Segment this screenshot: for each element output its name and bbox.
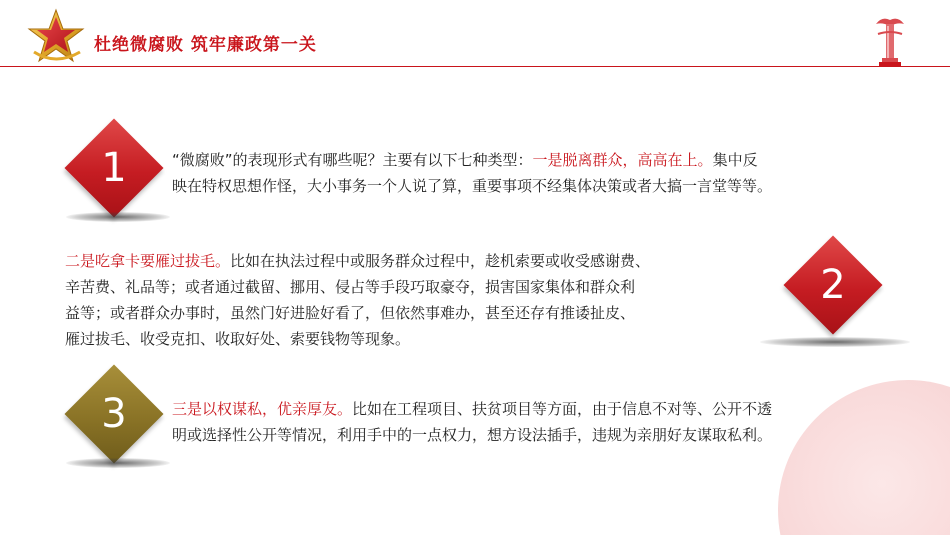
- item-number: 3: [101, 391, 127, 437]
- text-line: [65, 274, 785, 300]
- body-text: 比如在执法过程中或服务群众过程中，趁机索要或收受感谢费、: [230, 252, 651, 270]
- header: [0, 0, 950, 68]
- page-title: 杜绝微腐败 筑牢廉政第一关: [94, 35, 317, 55]
- highlight-text: 三是以权谋私，优亲厚友。: [172, 400, 353, 418]
- header-divider: [0, 66, 950, 67]
- text-line: [172, 422, 902, 448]
- body-text: “微腐败”的表现形式有哪些呢？主要有以下七种类型：: [172, 151, 533, 169]
- highlight-text: 一是脱离群众，高高在上。: [532, 151, 713, 169]
- huabiao-monument-icon: [872, 14, 908, 68]
- item-3-badge: [64, 364, 164, 464]
- text-line: [172, 147, 902, 173]
- diamond-shadow: [66, 458, 170, 468]
- item-1-text: [172, 147, 902, 199]
- text-line: [65, 248, 785, 274]
- body-text: 明或选择性公开等情况，利用手中的一点权力，想方设法插手，违规为亲朋好友谋取私利。: [172, 426, 773, 444]
- highlight-text: 二是吃拿卡要雁过拔毛。: [65, 252, 231, 270]
- text-line: [172, 173, 902, 199]
- body-text: 比如在工程项目、扶贫项目等方面，由于信息不对等、公开不透: [352, 400, 773, 418]
- body-text: 映在特权思想作怪，大小事务一个人说了算，重要事项不经集体决策或者大搞一言堂等等。: [172, 177, 773, 195]
- item-number: 1: [101, 145, 127, 191]
- item-1-badge: [64, 118, 164, 218]
- body-text: 集中反: [712, 151, 758, 169]
- body-text: 辛苦费、礼品等；或者通过截留、挪用、侵占等手段巧取豪夺，损害国家集体和群众利: [65, 278, 636, 296]
- body-text: 雁过拔毛、收受克扣、收取好处、索要钱物等现象。: [65, 330, 411, 348]
- diamond-shadow: [66, 212, 170, 222]
- text-line: [172, 396, 902, 422]
- item-2-badge: [783, 235, 883, 335]
- star-icon: [26, 8, 86, 66]
- item-2-text: [65, 248, 785, 352]
- body-text: 益等；或者群众办事时，虽然门好进脸好看了，但依然事难办，甚至还存有推诿扯皮、: [65, 304, 636, 322]
- text-line: [65, 326, 785, 352]
- item-number: 2: [820, 262, 846, 308]
- text-line: [65, 300, 785, 326]
- item-3-text: [172, 396, 902, 448]
